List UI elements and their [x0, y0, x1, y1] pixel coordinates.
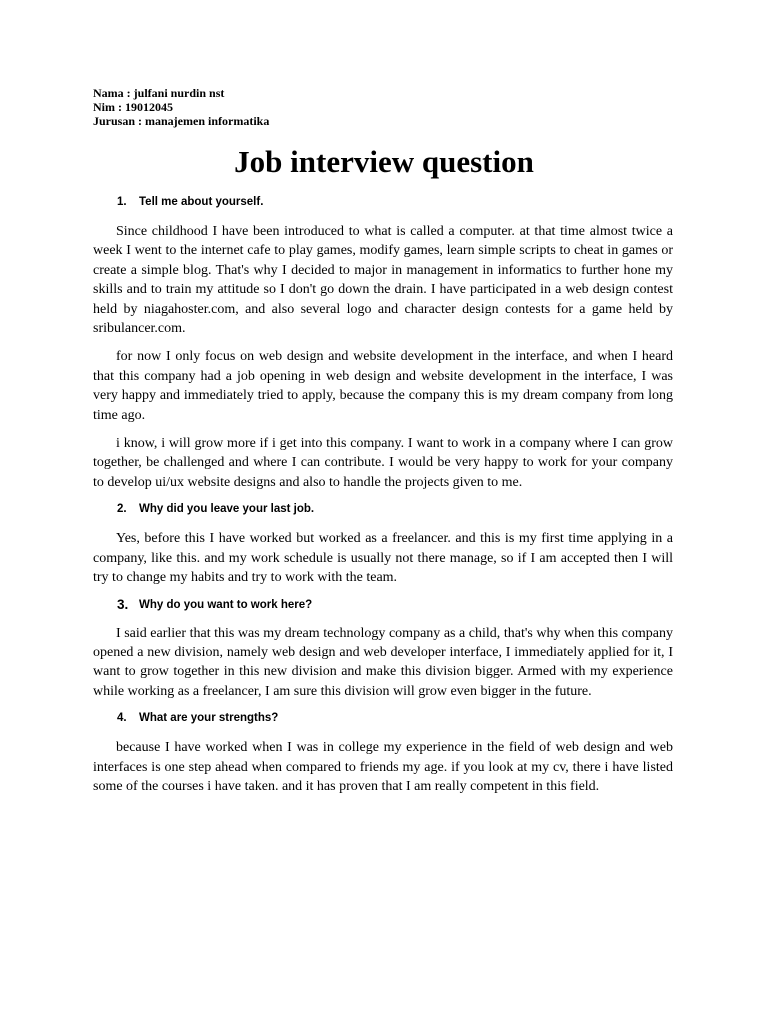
document-page: [93, 86, 673, 796]
answer-paragraph: because I have worked when I was in college my experience in the field of web design and web interfaces is one step ahead when compared to friends my age. if you look at my cv, there i have listed some of the courses i have taken. and it has proven that I am really competent in this field.: [93, 740, 673, 794]
document-title: Job interview question: [234, 144, 534, 179]
student-name: Nama : julfani nurdin nst: [93, 86, 225, 100]
question-text: Why did you leave your last job.: [139, 503, 315, 516]
answer-paragraph: i know, i will grow more if i get into this company. I want to work in a company where I can grow together, be challenged and where I can contribute. I would be very happy to work for your company to develop ui/ux website designs and also to handle the projects given to me.: [93, 436, 673, 490]
question-number: 4.: [117, 712, 127, 725]
question-heading-1: [117, 194, 673, 210]
student-id: Nim : 19012045: [93, 100, 173, 114]
question-number: 1.: [117, 196, 127, 208]
question-text: Why do you want to work here?: [139, 598, 313, 611]
question-number: 2.: [117, 503, 127, 516]
answer-paragraph: Since childhood I have been introduced to what is called a computer. at that time almost twice a week I went to the internet cafe to play games, modify games, learn simple scripts to cheat in games or create a simple blog. That's why I decided to major in management in informatics to further hone my skills and to train my attitude so I don't go down the drain. I have participated in a web design contest held by niagahoster.com, and also several logo and character design contests for a game held by sribulancer.com.: [93, 224, 673, 337]
question-text: Tell me about yourself.: [139, 196, 264, 208]
student-info: [93, 86, 673, 128]
student-major: Jurusan : manajemen informatika: [93, 114, 270, 128]
question-number: 3.: [117, 596, 129, 612]
answer-paragraph: for now I only focus on web design and website development in the interface, and when I heard that this company had a job opening in web design and website development in the interface, I was very happy and immediately tried to apply, because the company this is my dream company from long time ago.: [93, 349, 673, 423]
answer-paragraph: I said earlier that this was my dream technology company as a child, that's why when this company opened a new division, namely web design and web developer interface, I immediately applied for it, I want to grow together in this new division and make this division bigger. Armed with my experience while working as a freelancer, I am sure this division will grow even bigger in the future.: [93, 625, 673, 699]
question-heading-4: [117, 710, 673, 726]
question-text: What are your strengths?: [139, 712, 279, 725]
question-heading-3: [117, 597, 673, 613]
answer-paragraph: Yes, before this I have worked but worked as a freelancer. and this is my first time applying in a company, like this. and my work schedule is usually not there manage, so if I am accepted then I will try to change my habits and try to work with the team.: [93, 531, 673, 586]
question-heading-2: [117, 501, 673, 517]
